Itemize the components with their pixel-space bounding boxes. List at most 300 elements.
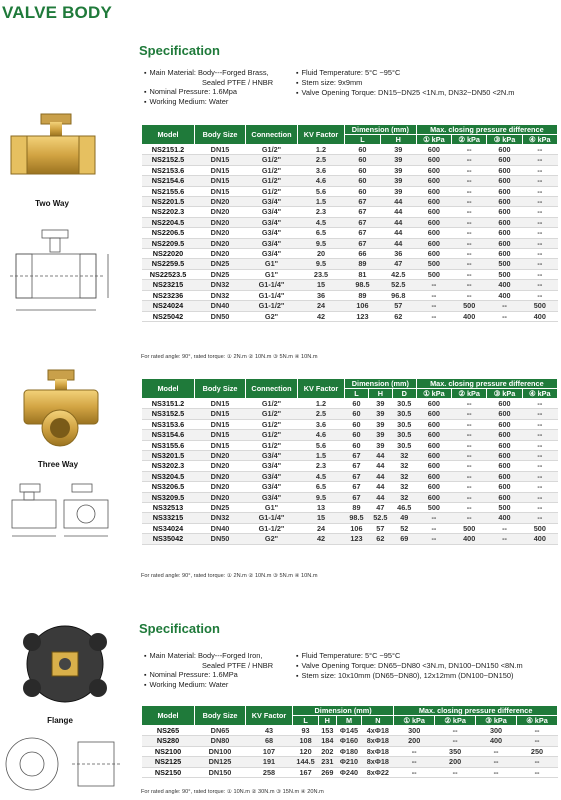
table-cell: DN15 xyxy=(195,409,246,419)
table-cell: 89 xyxy=(345,290,381,300)
table-cell: -- xyxy=(452,471,487,481)
col-kv: KV Factor xyxy=(298,125,345,145)
table-row xyxy=(142,228,558,238)
table-cell: DN25 xyxy=(195,259,246,269)
table-cell: 9.5 xyxy=(298,238,345,248)
table-cell: 8xΦ18 xyxy=(362,746,394,756)
table-cell: -- xyxy=(522,269,557,279)
table-cell: -- xyxy=(452,155,487,165)
model-cell: NS2150 xyxy=(142,767,195,777)
table-cell: G1/2" xyxy=(246,430,298,440)
table-cell: 20 xyxy=(298,249,345,259)
table-cell: 600 xyxy=(416,482,451,492)
model-cell: NS32513 xyxy=(142,503,195,513)
table-cell: G3/4" xyxy=(246,451,298,461)
col-kpa3: ③ kPa xyxy=(487,135,522,145)
table-cell: 32 xyxy=(392,482,416,492)
table-cell: -- xyxy=(452,197,487,207)
table-cell: 52.5 xyxy=(380,280,416,290)
table-cell: -- xyxy=(452,228,487,238)
table-cell: G3/4" xyxy=(246,238,298,248)
table-cell: DN15 xyxy=(195,186,246,196)
col-kpa2: ② kPa xyxy=(452,389,487,399)
table-row xyxy=(142,746,558,756)
table-cell: G1/2" xyxy=(246,176,298,186)
table-row xyxy=(142,726,558,736)
table-cell: -- xyxy=(452,419,487,429)
table-cell: -- xyxy=(476,757,517,767)
table-cell: DN25 xyxy=(195,269,246,279)
table-cell: 39 xyxy=(368,399,392,409)
col-body-size: Body Size xyxy=(195,125,246,145)
table-cell: 6.5 xyxy=(298,228,345,238)
model-cell: NS3151.2 xyxy=(142,399,195,409)
table-cell: 600 xyxy=(487,228,522,238)
table-cell: 600 xyxy=(416,197,451,207)
table-cell: 600 xyxy=(416,430,451,440)
model-cell: NS3201.5 xyxy=(142,451,195,461)
table-cell: -- xyxy=(435,767,476,777)
table-cell: 52 xyxy=(392,523,416,533)
col-body-size: Body Size xyxy=(195,706,246,726)
table-cell: 600 xyxy=(487,197,522,207)
model-cell: NS34024 xyxy=(142,523,195,533)
table-cell: -- xyxy=(394,767,435,777)
table-cell: 32 xyxy=(392,461,416,471)
model-cell: NS2125 xyxy=(142,757,195,767)
table-cell: 67 xyxy=(345,207,381,217)
table-cell: 44 xyxy=(380,197,416,207)
table-cell: -- xyxy=(452,430,487,440)
col-M: M xyxy=(336,716,362,726)
table-cell: 32 xyxy=(392,492,416,502)
table-cell: G3/4" xyxy=(246,228,298,238)
table-cell: -- xyxy=(452,440,487,450)
model-cell: NS23236 xyxy=(142,290,195,300)
table-row xyxy=(142,430,558,440)
table-cell: DN20 xyxy=(195,249,246,259)
table-row xyxy=(142,503,558,513)
model-cell: NS265 xyxy=(142,726,195,736)
table-cell: DN65 xyxy=(195,726,246,736)
table-cell: 43 xyxy=(246,726,293,736)
table-cell: 39 xyxy=(380,155,416,165)
table-cell: -- xyxy=(452,451,487,461)
table-cell: G1/2" xyxy=(246,155,298,165)
table-cell: 4.5 xyxy=(298,217,345,227)
table-cell: 98.5 xyxy=(345,513,369,523)
col-kpa1: ① kPa xyxy=(394,716,435,726)
two-way-table-body xyxy=(142,145,558,322)
model-cell: NS22020 xyxy=(142,249,195,259)
col-H: H xyxy=(368,389,392,399)
table-cell: 24 xyxy=(298,301,345,311)
table-cell: 1.5 xyxy=(298,197,345,207)
table-cell: 67 xyxy=(345,228,381,238)
table-cell: 60 xyxy=(345,399,369,409)
table-cell: G3/4" xyxy=(246,207,298,217)
table-row xyxy=(142,249,558,259)
table-cell: G2" xyxy=(246,534,298,544)
table-cell: -- xyxy=(416,513,451,523)
table-cell: 600 xyxy=(487,492,522,502)
table-cell: 400 xyxy=(487,290,522,300)
col-kpa2: ② kPa xyxy=(435,716,476,726)
table-cell: -- xyxy=(522,165,557,175)
table-cell: G1-1/2" xyxy=(246,523,298,533)
table-cell: -- xyxy=(416,523,451,533)
table-cell: G3/4" xyxy=(246,197,298,207)
model-cell: NS2152.5 xyxy=(142,155,195,165)
table-cell: 60 xyxy=(345,419,369,429)
table-cell: G1" xyxy=(246,503,298,513)
model-cell: NS22523.5 xyxy=(142,269,195,279)
table-cell: -- xyxy=(517,736,558,746)
table-cell: Φ160 xyxy=(336,736,362,746)
table-cell: 47 xyxy=(368,503,392,513)
table-cell: -- xyxy=(487,523,522,533)
table-cell: 500 xyxy=(416,259,451,269)
table-cell: 67 xyxy=(345,461,369,471)
table-cell: -- xyxy=(522,238,557,248)
two-way-label: Two Way xyxy=(35,199,69,208)
table-cell: DN15 xyxy=(195,430,246,440)
table-row xyxy=(142,311,558,321)
table-cell: 89 xyxy=(345,503,369,513)
table-cell: 600 xyxy=(487,238,522,248)
table-cell: -- xyxy=(487,534,522,544)
table-cell: 500 xyxy=(487,503,522,513)
table-cell: 81 xyxy=(345,269,381,279)
table-cell: 30.5 xyxy=(392,440,416,450)
table-cell: G1-1/4" xyxy=(246,290,298,300)
table-cell: -- xyxy=(452,249,487,259)
table-cell: DN15 xyxy=(195,419,246,429)
table-cell: -- xyxy=(522,155,557,165)
table-cell: 600 xyxy=(487,461,522,471)
table-row xyxy=(142,492,558,502)
table-cell: 400 xyxy=(487,280,522,290)
table-cell: -- xyxy=(452,399,487,409)
table-cell: 202 xyxy=(319,746,336,756)
table-cell: -- xyxy=(517,757,558,767)
model-cell: NS2209.5 xyxy=(142,238,195,248)
table-cell: 600 xyxy=(416,228,451,238)
table-cell: 191 xyxy=(246,757,293,767)
flange-valve-image xyxy=(20,618,110,710)
table-cell: -- xyxy=(522,503,557,513)
table-cell: 400 xyxy=(487,513,522,523)
model-cell: NS3202.3 xyxy=(142,461,195,471)
col-N: N xyxy=(362,716,394,726)
table-row xyxy=(142,736,558,746)
table-cell: -- xyxy=(452,461,487,471)
table-cell: 69 xyxy=(392,534,416,544)
table-cell: 500 xyxy=(452,523,487,533)
table-cell: G3/4" xyxy=(246,492,298,502)
table-cell: 500 xyxy=(487,269,522,279)
model-cell: NS2202.3 xyxy=(142,207,195,217)
col-dimension: Dimension (mm) xyxy=(293,706,394,716)
spec-stem: ▪ Stem size: 10x10mm (DN65~DN80), 12x12mm (DN100~DN150) xyxy=(296,671,523,681)
model-cell: NS2100 xyxy=(142,746,195,756)
table-cell: 600 xyxy=(416,409,451,419)
table-cell: 600 xyxy=(487,430,522,440)
table-cell: 600 xyxy=(416,145,451,155)
table-row xyxy=(142,399,558,409)
table-cell: DN20 xyxy=(195,451,246,461)
table-cell: DN20 xyxy=(195,471,246,481)
table-cell: 1.5 xyxy=(298,451,345,461)
table-cell: 4xΦ18 xyxy=(362,726,394,736)
table-row xyxy=(142,280,558,290)
three-way-note: For rated angle: 90°, rated torque: ① 2N.m ② 10N.m ③ 5N.m ④ 10N.m xyxy=(141,573,318,579)
table-cell: 5.6 xyxy=(298,440,345,450)
table-cell: 67 xyxy=(345,492,369,502)
table-cell: 2.3 xyxy=(298,207,345,217)
table-cell: -- xyxy=(522,399,557,409)
col-kpa4: ④ kPa xyxy=(522,389,557,399)
table-cell: G1/2" xyxy=(246,399,298,409)
table-cell: 3.6 xyxy=(298,419,345,429)
model-cell: NS2154.6 xyxy=(142,176,195,186)
table-cell: 200 xyxy=(394,736,435,746)
page-title: VALVE BODY xyxy=(2,3,112,22)
table-cell: 1.2 xyxy=(298,145,345,155)
table-cell: 600 xyxy=(487,249,522,259)
table-cell: 36 xyxy=(380,249,416,259)
table-cell: DN20 xyxy=(195,217,246,227)
table-cell: 400 xyxy=(452,311,487,321)
table-cell: 153 xyxy=(319,726,336,736)
table-cell: -- xyxy=(522,451,557,461)
table-cell: 600 xyxy=(487,440,522,450)
spec-seal: Sealed PTFE / HNBR xyxy=(202,78,274,87)
table-cell: 8xΦ18 xyxy=(362,757,394,767)
table-cell: G1" xyxy=(246,269,298,279)
table-cell: -- xyxy=(435,726,476,736)
table-cell: 60 xyxy=(345,155,381,165)
model-cell: NS3209.5 xyxy=(142,492,195,502)
table-cell: 44 xyxy=(368,492,392,502)
table-cell: 500 xyxy=(522,523,557,533)
table-cell: DN20 xyxy=(195,461,246,471)
model-cell: NS24024 xyxy=(142,301,195,311)
table-cell: 9.5 xyxy=(298,259,345,269)
table-cell: -- xyxy=(522,207,557,217)
table-cell: 106 xyxy=(345,301,381,311)
model-cell: NS2201.5 xyxy=(142,197,195,207)
table-cell: -- xyxy=(522,197,557,207)
table-cell: 15 xyxy=(298,280,345,290)
table-cell: 400 xyxy=(476,736,517,746)
table-cell: 600 xyxy=(487,165,522,175)
table-cell: 30.5 xyxy=(392,419,416,429)
table-cell: 600 xyxy=(416,249,451,259)
table-row xyxy=(142,155,558,165)
table-cell: DN50 xyxy=(195,534,246,544)
table-cell: DN20 xyxy=(195,238,246,248)
col-kpa3: ③ kPa xyxy=(487,389,522,399)
table-cell: G1-1/4" xyxy=(246,280,298,290)
table-row xyxy=(142,471,558,481)
spec-bullets-left-iron xyxy=(144,651,273,690)
table-cell: G3/4" xyxy=(246,461,298,471)
two-way-dimension-drawing xyxy=(4,222,122,320)
table-row xyxy=(142,523,558,533)
table-row xyxy=(142,301,558,311)
table-cell: 60 xyxy=(345,186,381,196)
col-connection: Connection xyxy=(246,379,298,399)
table-cell: DN15 xyxy=(195,165,246,175)
table-cell: 23.5 xyxy=(298,269,345,279)
table-row xyxy=(142,145,558,155)
table-cell: 600 xyxy=(416,176,451,186)
col-H: H xyxy=(380,135,416,145)
table-cell: 144.5 xyxy=(293,757,319,767)
flange-table-body xyxy=(142,726,558,778)
table-cell: G3/4" xyxy=(246,482,298,492)
table-cell: 2.3 xyxy=(298,461,345,471)
table-cell: 39 xyxy=(380,165,416,175)
col-kpa1: ① kPa xyxy=(416,135,451,145)
table-cell: G1/2" xyxy=(246,440,298,450)
col-kpa4: ④ kPa xyxy=(517,716,558,726)
model-cell: NS2206.5 xyxy=(142,228,195,238)
table-cell: DN150 xyxy=(195,767,246,777)
table-cell: 300 xyxy=(476,726,517,736)
table-cell: -- xyxy=(452,259,487,269)
table-cell: -- xyxy=(416,534,451,544)
table-cell: 600 xyxy=(416,186,451,196)
table-cell: 8xΦ18 xyxy=(362,736,394,746)
col-model: Model xyxy=(142,125,195,145)
table-cell: -- xyxy=(517,767,558,777)
table-cell: 39 xyxy=(368,440,392,450)
table-cell: -- xyxy=(452,269,487,279)
table-cell: 4.6 xyxy=(298,430,345,440)
table-cell: 200 xyxy=(435,757,476,767)
table-cell: 57 xyxy=(368,523,392,533)
table-cell: -- xyxy=(522,249,557,259)
table-cell: DN15 xyxy=(195,176,246,186)
table-cell: DN25 xyxy=(195,503,246,513)
table-cell: 600 xyxy=(487,409,522,419)
table-cell: -- xyxy=(452,409,487,419)
table-cell: -- xyxy=(452,492,487,502)
table-row xyxy=(142,757,558,767)
model-cell: NS33215 xyxy=(142,513,195,523)
table-cell: G1-1/2" xyxy=(246,301,298,311)
table-cell: DN100 xyxy=(195,746,246,756)
table-cell: DN32 xyxy=(195,513,246,523)
table-cell: -- xyxy=(452,165,487,175)
flange-spec-table xyxy=(141,705,558,778)
table-cell: 24 xyxy=(298,523,345,533)
col-L: L xyxy=(345,135,381,145)
table-row xyxy=(142,197,558,207)
table-cell: 30.5 xyxy=(392,399,416,409)
col-body-size: Body Size xyxy=(195,379,246,399)
flange-note: For rated angle: 90°, rated torque: ① 10N.m ② 30N.m ③ 15N.m ④ 20N.m xyxy=(141,789,324,795)
three-way-table-body xyxy=(142,399,558,545)
model-cell: NS280 xyxy=(142,736,195,746)
spec-stem: ▪ Stem size: 9x9mm xyxy=(296,78,514,88)
table-cell: 167 xyxy=(293,767,319,777)
table-cell: 184 xyxy=(319,736,336,746)
table-cell: 60 xyxy=(345,409,369,419)
col-L: L xyxy=(293,716,319,726)
table-cell: 600 xyxy=(487,186,522,196)
table-cell: 600 xyxy=(487,419,522,429)
table-cell: 600 xyxy=(416,471,451,481)
table-cell: 68 xyxy=(246,736,293,746)
table-cell: 62 xyxy=(380,311,416,321)
table-cell: 600 xyxy=(416,461,451,471)
table-cell: -- xyxy=(452,238,487,248)
spec-temperature: ▪ Fluid Temperature: 5°C ~95°C xyxy=(296,68,514,78)
table-row xyxy=(142,451,558,461)
table-cell: 600 xyxy=(416,238,451,248)
table-cell: 600 xyxy=(416,419,451,429)
table-cell: G1" xyxy=(246,259,298,269)
table-cell: 44 xyxy=(380,207,416,217)
table-cell: G2" xyxy=(246,311,298,321)
table-cell: 600 xyxy=(487,451,522,461)
spec-heading-brass: Specification xyxy=(139,43,220,58)
col-dimension: Dimension (mm) xyxy=(345,125,417,135)
model-cell: NS3206.5 xyxy=(142,482,195,492)
model-cell: NS2151.2 xyxy=(142,145,195,155)
table-cell: -- xyxy=(452,186,487,196)
model-cell: NS2155.6 xyxy=(142,186,195,196)
table-cell: 30.5 xyxy=(392,409,416,419)
table-cell: -- xyxy=(394,757,435,767)
table-cell: 49 xyxy=(392,513,416,523)
col-kv: KV Factor xyxy=(298,379,345,399)
table-cell: 67 xyxy=(345,471,369,481)
table-cell: -- xyxy=(416,311,451,321)
table-cell: -- xyxy=(522,290,557,300)
table-cell: 66 xyxy=(345,249,381,259)
table-cell: DN20 xyxy=(195,492,246,502)
table-cell: -- xyxy=(487,301,522,311)
spec-pressure: ▪ Nominal Pressure: 1.6MPa xyxy=(144,670,273,680)
table-row xyxy=(142,461,558,471)
table-cell: Φ180 xyxy=(336,746,362,756)
table-cell: -- xyxy=(452,207,487,217)
table-cell: -- xyxy=(522,419,557,429)
table-cell: 4.5 xyxy=(298,471,345,481)
table-cell: DN15 xyxy=(195,440,246,450)
table-cell: DN20 xyxy=(195,228,246,238)
model-cell: NS3153.6 xyxy=(142,419,195,429)
table-row xyxy=(142,186,558,196)
spec-heading-iron: Specification xyxy=(139,621,220,636)
table-cell: DN15 xyxy=(195,399,246,409)
spec-seal: Sealed PTFE / HNBR xyxy=(202,661,274,670)
table-cell: 8xΦ22 xyxy=(362,767,394,777)
three-way-label: Three Way xyxy=(37,460,79,469)
col-kpa4: ④ kPa xyxy=(522,135,557,145)
table-cell: G1/2" xyxy=(246,186,298,196)
table-cell: 600 xyxy=(487,155,522,165)
table-cell: 13 xyxy=(298,503,345,513)
table-cell: G3/4" xyxy=(246,249,298,259)
table-cell: 269 xyxy=(319,767,336,777)
two-way-spec-table xyxy=(141,124,558,322)
table-cell: -- xyxy=(522,217,557,227)
